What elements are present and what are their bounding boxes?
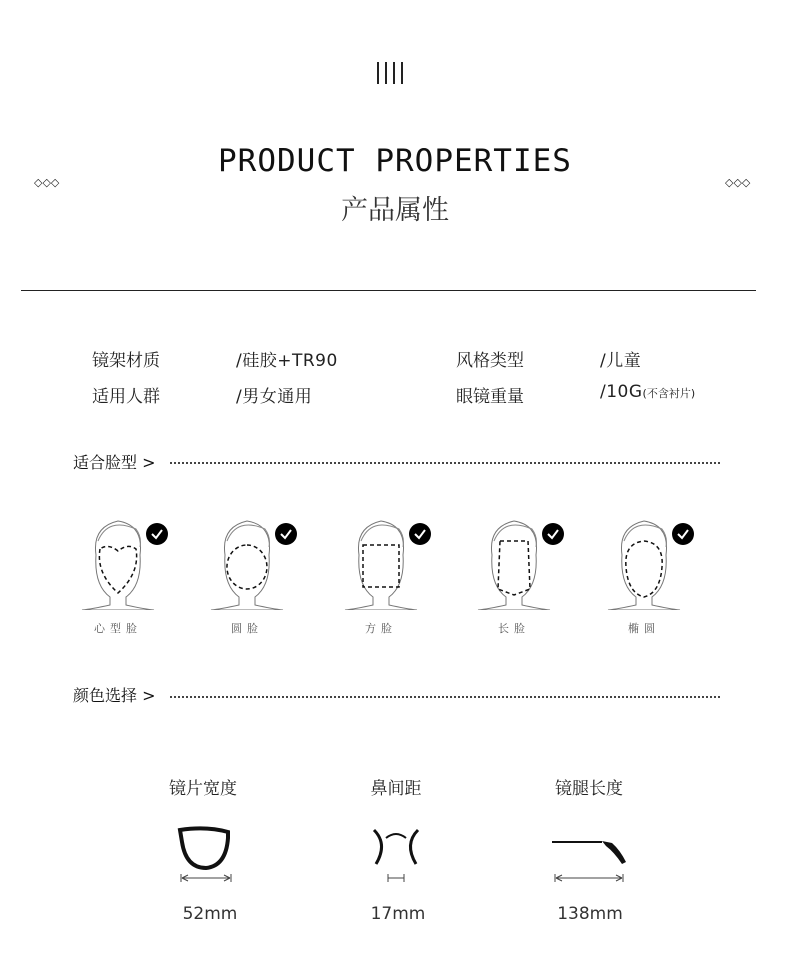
prop-label-style: 风格类型 — [456, 351, 524, 371]
check-circle-icon — [275, 523, 297, 545]
spec-value-temple: 138mm — [557, 904, 623, 924]
face-label-round: 圆脸 — [231, 622, 263, 635]
face-label-oval: 椭圆 — [628, 622, 660, 635]
spec-label-bridge: 鼻间距 — [370, 779, 422, 799]
right-diamond-ornament-icon: ◇◇◇ — [725, 176, 751, 189]
face-label-square: 方脸 — [365, 622, 397, 635]
prop-label-weight: 眼镜重量 — [456, 387, 524, 407]
spec-value-bridge: 17mm — [370, 904, 426, 924]
check-circle-icon — [542, 523, 564, 545]
spec-value-lens-width: 52mm — [182, 904, 238, 924]
prop-value-style: /儿童 — [600, 351, 642, 371]
face-label-long: 长脸 — [498, 622, 530, 635]
page-title: PRODUCT PROPERTIES — [218, 143, 572, 179]
spec-label-temple: 镜腿长度 — [555, 779, 623, 799]
left-diamond-ornament-icon: ◇◇◇ — [34, 176, 60, 189]
divider — [21, 290, 756, 291]
prop-value-audience: /男女通用 — [236, 387, 313, 407]
four-bars-icon — [377, 62, 403, 84]
lens-width-icon — [170, 822, 240, 884]
check-circle-icon — [409, 523, 431, 545]
face-label-heart: 心型脸 — [94, 622, 142, 635]
temple-length-icon — [550, 834, 630, 884]
prop-value-material: /硅胶+TR90 — [236, 351, 338, 371]
page-subtitle: 产品属性 — [341, 195, 449, 226]
bridge-width-icon — [368, 826, 424, 884]
dotted-leader — [170, 696, 720, 698]
color-section-title: 颜色选择 > — [73, 686, 156, 705]
prop-value-weight: /10G(不含衬片) — [600, 382, 696, 402]
spec-label-lens-width: 镜片宽度 — [169, 779, 237, 799]
check-circle-icon — [146, 523, 168, 545]
check-circle-icon — [672, 523, 694, 545]
face-section-title: 适合脸型 > — [73, 453, 156, 472]
weight-note: (不含衬片) — [642, 387, 696, 400]
prop-label-audience: 适用人群 — [92, 387, 160, 407]
dotted-leader — [170, 462, 720, 464]
prop-label-material: 镜架材质 — [92, 351, 160, 371]
